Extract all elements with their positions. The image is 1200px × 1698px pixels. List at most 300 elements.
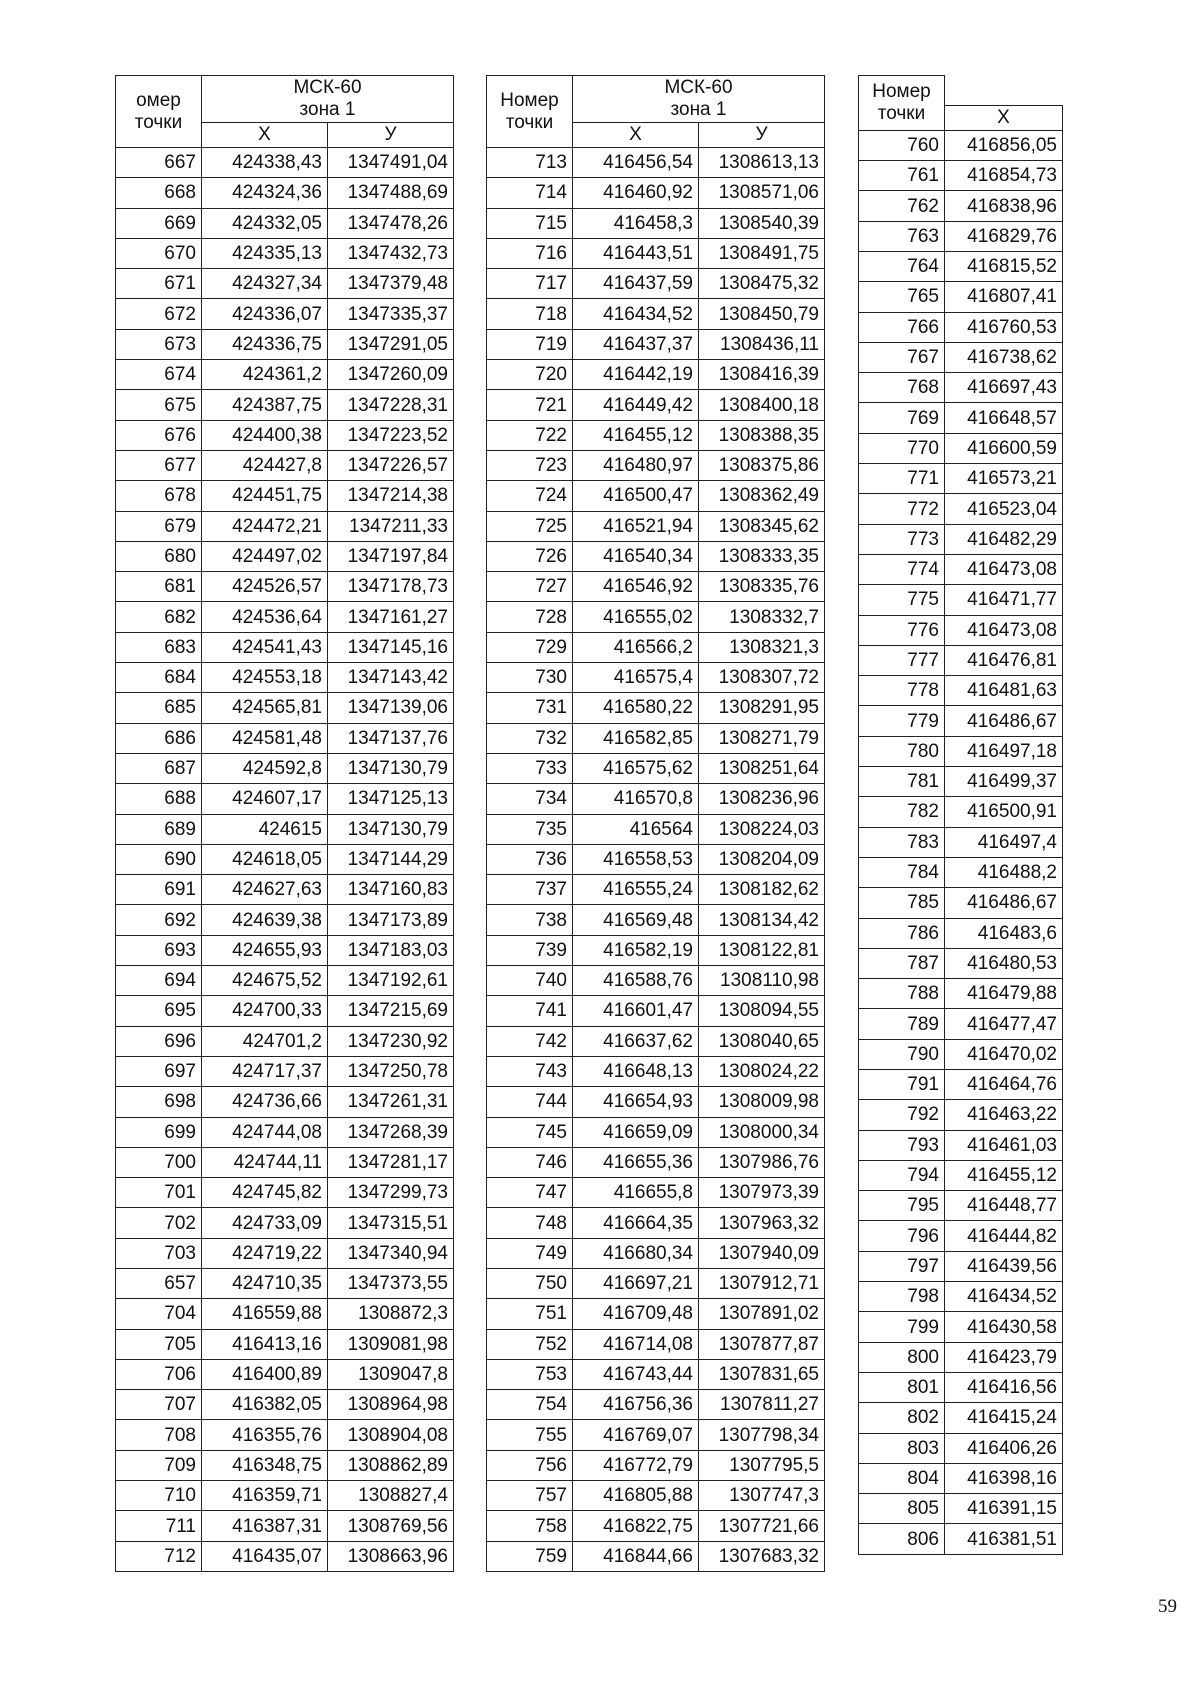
x-coordinate-cell: 416575,4 <box>573 663 699 693</box>
point-number-cell: 804 <box>859 1463 945 1493</box>
x-coordinate-cell: 416844,66 <box>573 1541 699 1571</box>
table-row <box>116 966 454 996</box>
table-row <box>116 753 454 783</box>
x-coordinate-cell: 424592,8 <box>202 753 328 783</box>
x-coordinate-cell: 424618,05 <box>202 844 328 874</box>
x-coordinate-cell: 416434,52 <box>945 1282 1063 1312</box>
point-number-cell: 678 <box>116 481 202 511</box>
point-number-cell: 693 <box>116 935 202 965</box>
table-row <box>859 1130 1063 1160</box>
point-number-cell: 670 <box>116 238 202 268</box>
x-coordinate-cell: 416500,91 <box>945 797 1063 827</box>
x-coordinate-cell: 416387,31 <box>202 1511 328 1541</box>
y-coordinate-cell: 1308134,42 <box>699 905 825 935</box>
x-coordinate-cell: 416497,4 <box>945 827 1063 857</box>
x-coordinate-cell: 416600,59 <box>945 433 1063 463</box>
coordinate-table-1 <box>115 75 454 1572</box>
point-number-cell: 757 <box>487 1481 573 1511</box>
x-coordinate-cell: 424427,8 <box>202 450 328 480</box>
y-coordinate-cell: 1307891,02 <box>699 1299 825 1329</box>
x-coordinate-cell: 416772,79 <box>573 1450 699 1480</box>
x-coordinate-cell: 416582,19 <box>573 935 699 965</box>
y-coordinate-cell: 1308450,79 <box>699 299 825 329</box>
point-number-cell: 805 <box>859 1494 945 1524</box>
point-number-cell: 756 <box>487 1450 573 1480</box>
table-row <box>116 1359 454 1389</box>
point-number-cell: 763 <box>859 221 945 251</box>
x-coordinate-cell: 424497,02 <box>202 541 328 571</box>
x-coordinate-cell: 416714,08 <box>573 1329 699 1359</box>
y-coordinate-cell: 1307747,3 <box>699 1481 825 1511</box>
point-number-cell: 681 <box>116 572 202 602</box>
table-row <box>487 663 825 693</box>
y-coordinate-cell: 1307831,65 <box>699 1359 825 1389</box>
x-coordinate-cell: 416555,02 <box>573 602 699 632</box>
x-coordinate-cell: 424710,35 <box>202 1268 328 1298</box>
x-coordinate-cell: 416479,88 <box>945 979 1063 1009</box>
point-number-cell: 769 <box>859 403 945 433</box>
point-number-cell: 691 <box>116 875 202 905</box>
x-coordinate-cell: 416458,3 <box>573 208 699 238</box>
table-row <box>116 148 454 178</box>
y-coordinate-cell: 1347261,31 <box>328 1087 454 1117</box>
y-coordinate-cell: 1308416,39 <box>699 360 825 390</box>
y-coordinate-cell: 1347315,51 <box>328 1208 454 1238</box>
y-coordinate-cell: 1347250,78 <box>328 1056 454 1086</box>
y-coordinate-cell: 1308024,22 <box>699 1056 825 1086</box>
table-row <box>859 1191 1063 1221</box>
x-coordinate-cell: 416473,08 <box>945 615 1063 645</box>
x-coordinate-cell: 416499,37 <box>945 767 1063 797</box>
point-number-cell: 799 <box>859 1312 945 1342</box>
x-coordinate-cell: 416463,22 <box>945 1100 1063 1130</box>
y-coordinate-cell: 1347260,09 <box>328 360 454 390</box>
point-number-cell: 711 <box>116 1511 202 1541</box>
point-number-cell: 793 <box>859 1130 945 1160</box>
y-coordinate-cell: 1347130,79 <box>328 814 454 844</box>
x-coordinate-cell: 416575,62 <box>573 753 699 783</box>
point-number-cell: 792 <box>859 1100 945 1130</box>
y-coordinate-cell: 1309081,98 <box>328 1329 454 1359</box>
table-row <box>859 1524 1063 1554</box>
point-number-cell: 735 <box>487 814 573 844</box>
table-row <box>116 329 454 359</box>
x-coordinate-cell: 416654,93 <box>573 1087 699 1117</box>
table-row <box>116 390 454 420</box>
table-row <box>859 282 1063 312</box>
point-number-cell: 738 <box>487 905 573 935</box>
table-row <box>859 645 1063 675</box>
table-row <box>116 632 454 662</box>
y-coordinate-cell: 1347281,17 <box>328 1147 454 1177</box>
x-coordinate-cell: 416381,51 <box>945 1524 1063 1554</box>
x-coordinate-cell: 416348,75 <box>202 1450 328 1480</box>
y-coordinate-cell: 1347228,31 <box>328 390 454 420</box>
point-number-cell: 780 <box>859 736 945 766</box>
x-coordinate-cell: 424336,07 <box>202 299 328 329</box>
table-row <box>487 450 825 480</box>
point-number-cell: 777 <box>859 645 945 675</box>
x-coordinate-cell: 416601,47 <box>573 996 699 1026</box>
table-row <box>116 1541 454 1571</box>
x-coordinate-cell: 416482,29 <box>945 524 1063 554</box>
point-number-cell: 697 <box>116 1056 202 1086</box>
y-coordinate-cell: 1308375,86 <box>699 450 825 480</box>
table-row <box>487 602 825 632</box>
table-row <box>487 1390 825 1420</box>
point-number-cell: 797 <box>859 1251 945 1281</box>
x-coordinate-cell: 424451,75 <box>202 481 328 511</box>
y-coordinate-cell: 1308009,98 <box>699 1087 825 1117</box>
x-coordinate-cell: 416434,52 <box>573 299 699 329</box>
point-number-cell: 786 <box>859 918 945 948</box>
y-coordinate-cell: 1347211,33 <box>328 511 454 541</box>
y-coordinate-cell: 1347223,52 <box>328 420 454 450</box>
y-coordinate-cell: 1308040,65 <box>699 1026 825 1056</box>
point-number-cell: 722 <box>487 420 573 450</box>
table-row <box>487 420 825 450</box>
y-coordinate-cell: 1347214,38 <box>328 481 454 511</box>
y-coordinate-cell: 1308204,09 <box>699 844 825 874</box>
table-row <box>116 602 454 632</box>
x-coordinate-cell: 416648,13 <box>573 1056 699 1086</box>
y-coordinate-cell: 1308307,72 <box>699 663 825 693</box>
x-coordinate-cell: 424565,81 <box>202 693 328 723</box>
x-coordinate-cell: 416483,6 <box>945 918 1063 948</box>
coordinate-table-2 <box>486 75 825 1572</box>
point-number-cell: 784 <box>859 857 945 887</box>
y-coordinate-cell: 1307940,09 <box>699 1238 825 1268</box>
y-coordinate-cell: 1347173,89 <box>328 905 454 935</box>
point-number-cell: 710 <box>116 1481 202 1511</box>
point-number-cell: 791 <box>859 1070 945 1100</box>
y-coordinate-cell: 1308110,98 <box>699 966 825 996</box>
point-number-cell: 794 <box>859 1160 945 1190</box>
x-coordinate-cell: 416756,36 <box>573 1390 699 1420</box>
x-column-header: Х <box>573 123 699 148</box>
table-row <box>487 178 825 208</box>
point-number-cell: 677 <box>116 450 202 480</box>
table-row <box>116 1481 454 1511</box>
table-row <box>116 299 454 329</box>
x-coordinate-cell: 416655,36 <box>573 1147 699 1177</box>
table-row <box>859 1221 1063 1251</box>
table-row <box>859 585 1063 615</box>
point-number-cell: 694 <box>116 966 202 996</box>
y-coordinate-cell: 1347197,84 <box>328 541 454 571</box>
table-row <box>487 1481 825 1511</box>
point-number-cell: 764 <box>859 251 945 281</box>
y-coordinate-cell: 1308571,06 <box>699 178 825 208</box>
x-coordinate-cell: 416856,05 <box>945 130 1063 160</box>
coordinate-system-header: МСК-60 зона 1 <box>202 76 454 123</box>
x-coordinate-cell: 416582,85 <box>573 723 699 753</box>
table-row <box>859 524 1063 554</box>
table-row <box>116 481 454 511</box>
x-coordinate-cell: 416398,16 <box>945 1463 1063 1493</box>
table-row <box>116 238 454 268</box>
point-number-cell: 706 <box>116 1359 202 1389</box>
y-coordinate-cell: 1307912,71 <box>699 1268 825 1298</box>
table-row <box>859 312 1063 342</box>
x-coordinate-cell: 424400,38 <box>202 420 328 450</box>
point-number-cell: 765 <box>859 282 945 312</box>
x-coordinate-cell: 416580,22 <box>573 693 699 723</box>
point-number-cell: 734 <box>487 784 573 814</box>
table-row <box>116 1511 454 1541</box>
point-number-cell: 669 <box>116 208 202 238</box>
point-number-cell: 687 <box>116 753 202 783</box>
x-coordinate-cell: 416470,02 <box>945 1039 1063 1069</box>
x-coordinate-cell: 416481,63 <box>945 676 1063 706</box>
point-number-cell: 725 <box>487 511 573 541</box>
point-number-cell: 751 <box>487 1299 573 1329</box>
x-coordinate-cell: 424553,18 <box>202 663 328 693</box>
x-coordinate-cell: 416655,8 <box>573 1178 699 1208</box>
x-coordinate-cell: 416413,16 <box>202 1329 328 1359</box>
table-row <box>859 433 1063 463</box>
y-coordinate-cell: 1308332,7 <box>699 602 825 632</box>
x-coordinate-cell: 416854,73 <box>945 161 1063 191</box>
point-number-cell: 788 <box>859 979 945 1009</box>
table-row <box>487 753 825 783</box>
y-coordinate-cell: 1308827,4 <box>328 1481 454 1511</box>
table-row <box>859 554 1063 584</box>
point-number-cell: 682 <box>116 602 202 632</box>
x-coordinate-cell: 416460,92 <box>573 178 699 208</box>
point-number-cell: 774 <box>859 554 945 584</box>
table-row <box>116 208 454 238</box>
point-number-cell: 718 <box>487 299 573 329</box>
x-coordinate-cell: 416829,76 <box>945 221 1063 251</box>
point-number-cell: 690 <box>116 844 202 874</box>
x-coordinate-cell: 416443,51 <box>573 238 699 268</box>
table-row <box>487 1541 825 1571</box>
point-number-cell: 667 <box>116 148 202 178</box>
x-coordinate-cell: 424338,43 <box>202 148 328 178</box>
table-row <box>859 251 1063 281</box>
point-number-cell: 712 <box>116 1541 202 1571</box>
x-coordinate-cell: 424581,48 <box>202 723 328 753</box>
x-coordinate-cell: 416807,41 <box>945 282 1063 312</box>
table-row <box>859 857 1063 887</box>
y-coordinate-cell: 1347491,04 <box>328 148 454 178</box>
table-row <box>859 918 1063 948</box>
coordinate-table-3 <box>858 75 1063 1555</box>
y-coordinate-cell: 1309047,8 <box>328 1359 454 1389</box>
x-coordinate-cell: 416738,62 <box>945 342 1063 372</box>
x-coordinate-cell: 424717,37 <box>202 1056 328 1086</box>
point-number-cell: 671 <box>116 269 202 299</box>
y-coordinate-cell: 1308321,3 <box>699 632 825 662</box>
table-row <box>116 269 454 299</box>
table-row <box>859 342 1063 372</box>
y-coordinate-cell: 1347340,94 <box>328 1238 454 1268</box>
x-coordinate-cell: 416476,81 <box>945 645 1063 675</box>
point-number-cell: 728 <box>487 602 573 632</box>
point-number-cell: 768 <box>859 373 945 403</box>
table-row <box>487 541 825 571</box>
point-number-cell: 692 <box>116 905 202 935</box>
point-number-cell: 754 <box>487 1390 573 1420</box>
x-coordinate-cell: 416382,05 <box>202 1390 328 1420</box>
table-row <box>116 178 454 208</box>
x-coordinate-cell: 416455,12 <box>945 1160 1063 1190</box>
table-row <box>116 844 454 874</box>
table-row <box>487 996 825 1026</box>
table-row <box>116 1390 454 1420</box>
y-coordinate-cell: 1308251,64 <box>699 753 825 783</box>
point-number-cell: 798 <box>859 1282 945 1312</box>
x-coordinate-cell: 424536,64 <box>202 602 328 632</box>
x-coordinate-cell: 424327,34 <box>202 269 328 299</box>
y-coordinate-cell: 1308271,79 <box>699 723 825 753</box>
table-row <box>859 464 1063 494</box>
point-number-cell: 672 <box>116 299 202 329</box>
x-coordinate-cell: 416415,24 <box>945 1403 1063 1433</box>
table-row <box>859 494 1063 524</box>
y-coordinate-cell: 1308613,13 <box>699 148 825 178</box>
x-coordinate-cell: 416464,76 <box>945 1070 1063 1100</box>
table-row <box>487 1299 825 1329</box>
point-number-cell: 720 <box>487 360 573 390</box>
point-number-cell: 701 <box>116 1178 202 1208</box>
point-number-cell: 730 <box>487 663 573 693</box>
x-coordinate-cell: 424744,08 <box>202 1117 328 1147</box>
y-coordinate-cell: 1347335,37 <box>328 299 454 329</box>
point-number-cell: 779 <box>859 706 945 736</box>
y-coordinate-cell: 1347145,16 <box>328 632 454 662</box>
point-number-cell: 719 <box>487 329 573 359</box>
x-coordinate-cell: 424332,05 <box>202 208 328 238</box>
x-coordinate-cell: 416423,79 <box>945 1342 1063 1372</box>
x-coordinate-cell: 424736,66 <box>202 1087 328 1117</box>
point-number-cell: 715 <box>487 208 573 238</box>
table-row <box>487 1178 825 1208</box>
table-row <box>487 1056 825 1086</box>
point-number-cell: 724 <box>487 481 573 511</box>
point-number-cell: 698 <box>116 1087 202 1117</box>
point-number-header: Номер точки <box>487 76 573 148</box>
point-number-cell: 753 <box>487 1359 573 1389</box>
point-number-cell: 755 <box>487 1420 573 1450</box>
table-row <box>859 1312 1063 1342</box>
y-coordinate-cell: 1308345,62 <box>699 511 825 541</box>
x-coordinate-cell: 416455,12 <box>573 420 699 450</box>
x-column-header: Х <box>202 123 328 148</box>
table-row <box>487 844 825 874</box>
x-coordinate-cell: 416540,34 <box>573 541 699 571</box>
table-row <box>487 1238 825 1268</box>
x-coordinate-cell: 416359,71 <box>202 1481 328 1511</box>
x-coordinate-cell: 416760,53 <box>945 312 1063 342</box>
y-coordinate-cell: 1347160,83 <box>328 875 454 905</box>
y-coordinate-cell: 1308236,96 <box>699 784 825 814</box>
point-number-cell: 785 <box>859 888 945 918</box>
x-coordinate-cell: 416448,77 <box>945 1191 1063 1221</box>
table-row <box>487 875 825 905</box>
table-row <box>116 1147 454 1177</box>
table-row <box>859 1433 1063 1463</box>
table-row <box>859 161 1063 191</box>
y-coordinate-cell: 1307795,5 <box>699 1450 825 1480</box>
point-number-cell: 743 <box>487 1056 573 1086</box>
table-row <box>487 905 825 935</box>
point-number-cell: 731 <box>487 693 573 723</box>
y-coordinate-cell: 1308862,89 <box>328 1450 454 1480</box>
table-row <box>116 572 454 602</box>
point-number-cell: 684 <box>116 663 202 693</box>
x-coordinate-cell: 416523,04 <box>945 494 1063 524</box>
y-coordinate-cell: 1308475,32 <box>699 269 825 299</box>
y-coordinate-cell: 1308388,35 <box>699 420 825 450</box>
y-coordinate-cell: 1347488,69 <box>328 178 454 208</box>
x-coordinate-cell: 416355,76 <box>202 1420 328 1450</box>
x-coordinate-cell: 416471,77 <box>945 585 1063 615</box>
x-coordinate-cell: 416659,09 <box>573 1117 699 1147</box>
table-row <box>116 1208 454 1238</box>
y-coordinate-cell: 1307798,34 <box>699 1420 825 1450</box>
x-coordinate-cell: 424615 <box>202 814 328 844</box>
point-number-cell: 707 <box>116 1390 202 1420</box>
table-row <box>487 693 825 723</box>
point-number-cell: 729 <box>487 632 573 662</box>
table-row <box>859 130 1063 160</box>
point-number-cell: 713 <box>487 148 573 178</box>
x-coordinate-cell: 416769,07 <box>573 1420 699 1450</box>
point-number-cell: 801 <box>859 1372 945 1402</box>
x-coordinate-cell: 416573,21 <box>945 464 1063 494</box>
table-row <box>116 541 454 571</box>
x-coordinate-cell: 416400,89 <box>202 1359 328 1389</box>
table-row <box>487 1450 825 1480</box>
point-number-cell: 775 <box>859 585 945 615</box>
y-coordinate-cell: 1308436,11 <box>699 329 825 359</box>
table-row <box>116 905 454 935</box>
table-row <box>487 390 825 420</box>
x-coordinate-cell: 416805,88 <box>573 1481 699 1511</box>
y-coordinate-cell: 1347291,05 <box>328 329 454 359</box>
table-row <box>487 269 825 299</box>
point-number-cell: 773 <box>859 524 945 554</box>
x-coordinate-cell: 416444,82 <box>945 1221 1063 1251</box>
table-row <box>859 1160 1063 1190</box>
table-row <box>487 1420 825 1450</box>
table-row <box>487 784 825 814</box>
table-row <box>116 784 454 814</box>
point-number-cell: 675 <box>116 390 202 420</box>
x-coordinate-cell: 416521,94 <box>573 511 699 541</box>
table-row <box>859 888 1063 918</box>
table-row <box>116 875 454 905</box>
point-number-cell: 717 <box>487 269 573 299</box>
point-number-cell: 736 <box>487 844 573 874</box>
y-coordinate-cell: 1307811,27 <box>699 1390 825 1420</box>
x-coordinate-cell: 416569,48 <box>573 905 699 935</box>
x-coordinate-cell: 424361,2 <box>202 360 328 390</box>
table-row <box>859 221 1063 251</box>
table-row <box>487 814 825 844</box>
x-coordinate-cell: 416416,56 <box>945 1372 1063 1402</box>
table-row <box>487 511 825 541</box>
point-number-cell: 770 <box>859 433 945 463</box>
table-row <box>116 360 454 390</box>
x-coordinate-cell: 416480,53 <box>945 948 1063 978</box>
point-number-cell: 802 <box>859 1403 945 1433</box>
point-number-cell: 680 <box>116 541 202 571</box>
point-number-cell: 695 <box>116 996 202 1026</box>
x-coordinate-cell: 416456,54 <box>573 148 699 178</box>
